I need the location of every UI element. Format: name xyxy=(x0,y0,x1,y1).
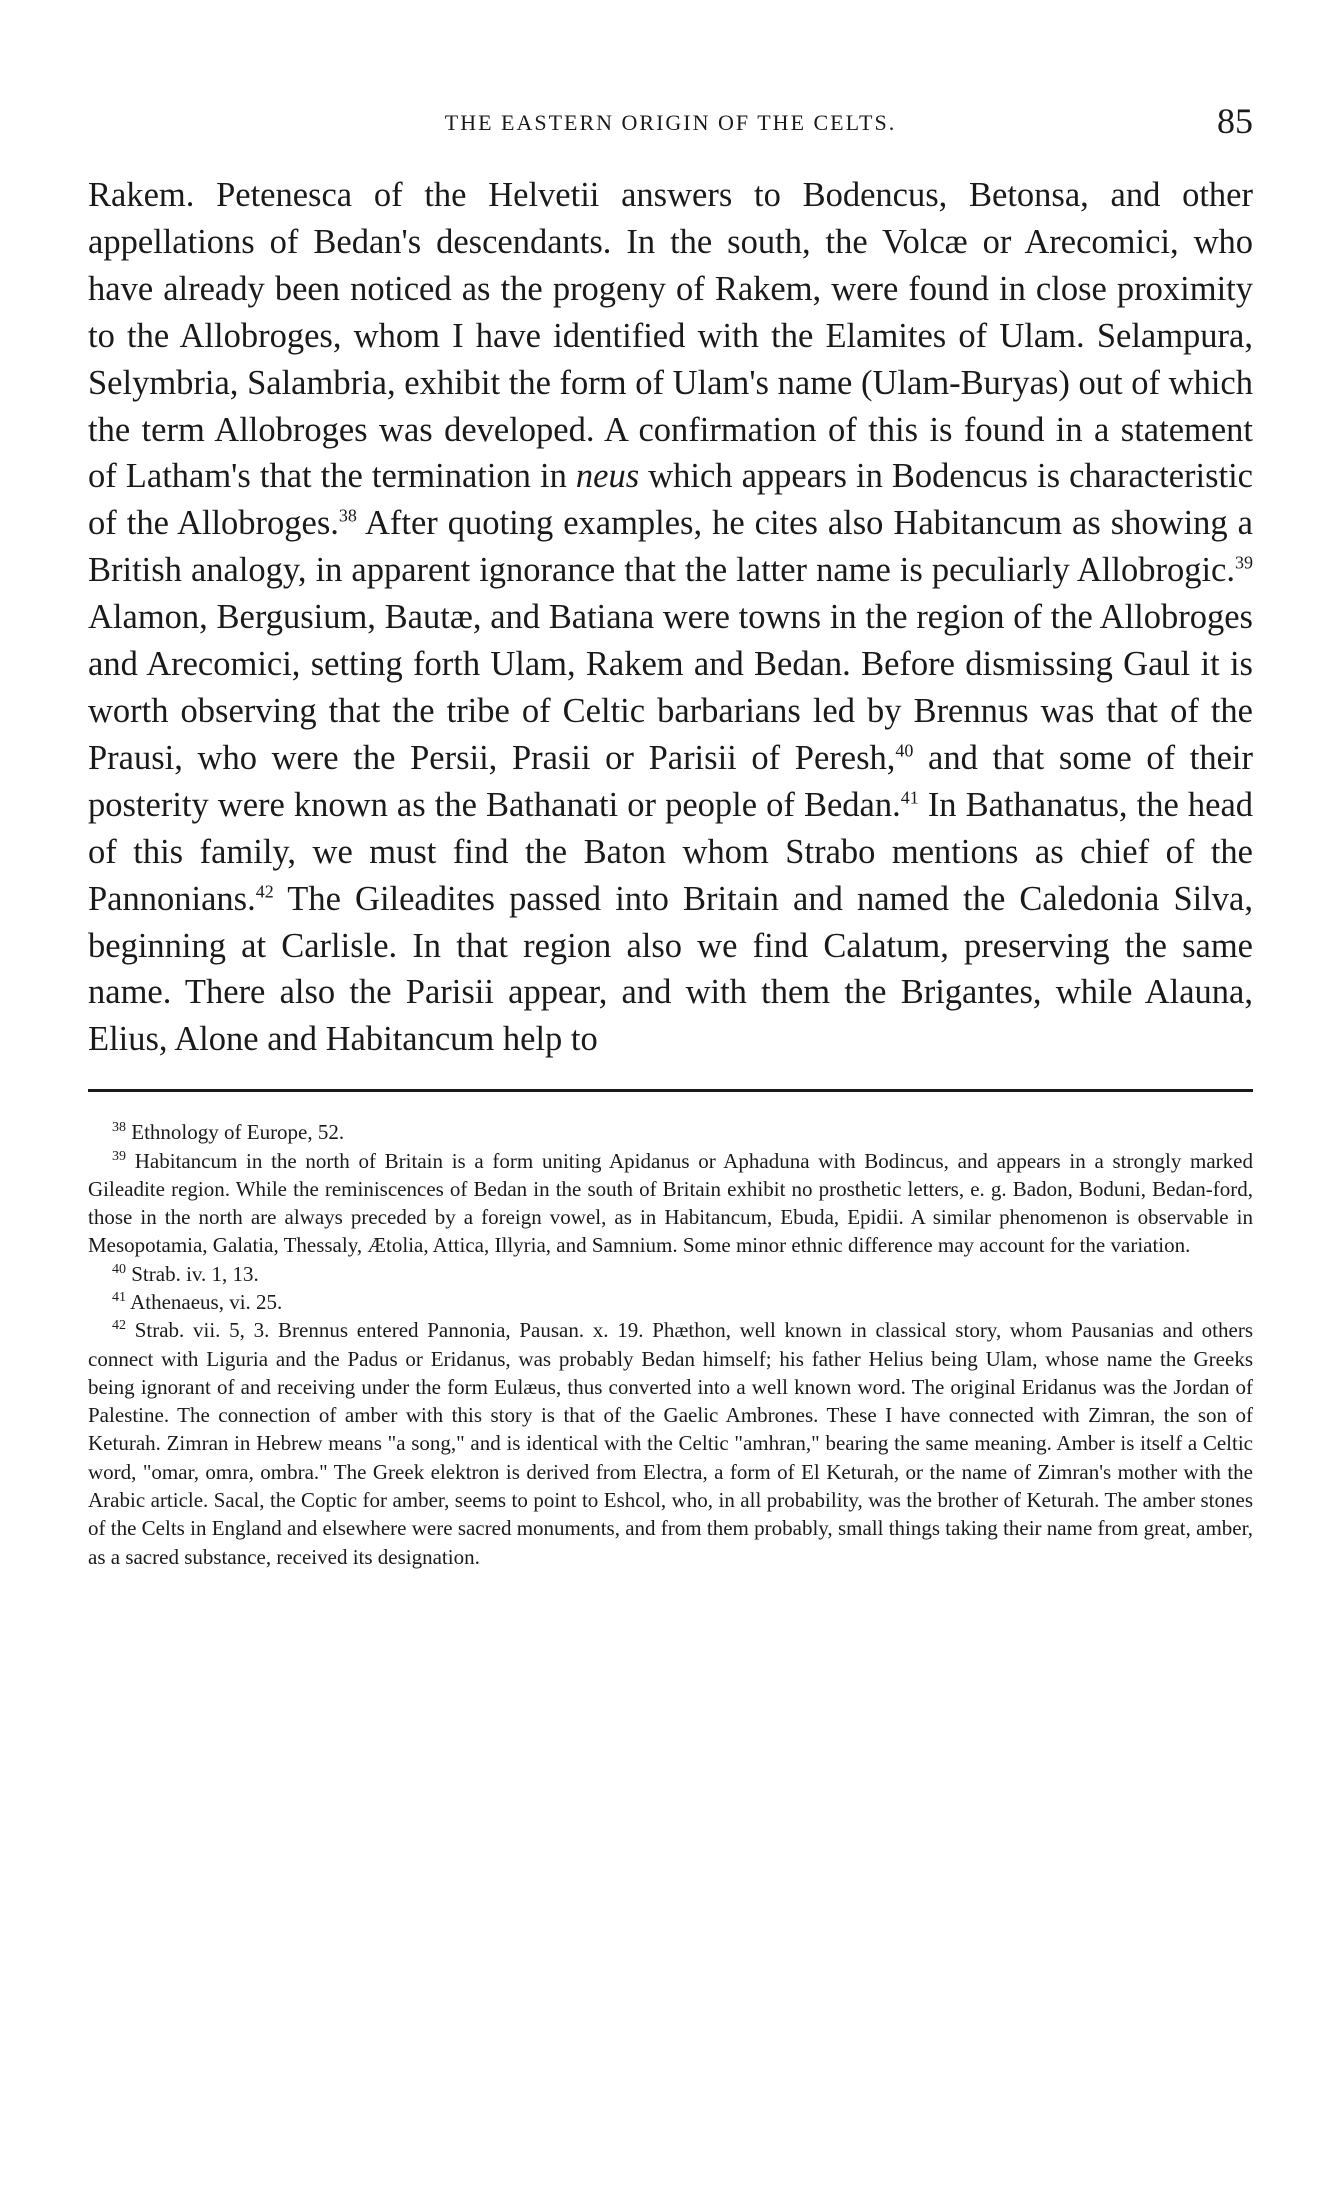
footnote xyxy=(88,1288,1253,1316)
footnote-mark: 39 xyxy=(112,1148,126,1164)
footnote xyxy=(88,1147,1253,1260)
footnote-text: Strab. vii. 5, 3. Brennus entered Pannonia, Pausan. x. 19. Phæthon, well known in classical story, whom Pausanias and others connect with Liguria and the Padus or Eridanus, was probably Bedan himself; his father Helius being Ulam, whose name the Greeks being ignorant of and receiving under the form Eulæus, thus converted into a well known word. The original Eridanus was the Jordan of Palestine. The connection of amber with this story is that of the Gaelic Ambrones. These I have connected with Zimran, the son of Keturah. Zimran in Hebrew means "a song," and is identical with the Celtic "amhran," bearing the same meaning. Amber is itself a Celtic word, "omar, omra, ombra." The Greek elektron is derived from Electra, a form of El Keturah, or the name of Zimran's mother with the Arabic article. Sacal, the Coptic for amber, seems to point to Eshcol, who, in all probability, was the brother of Keturah. The amber stones of the Celts in England and elsewhere were sacred monuments, and from them probably, small things taking their name from great, amber, as a sacred substance, received its designation. xyxy=(88,1318,1253,1569)
body-text-run: and that some of their posterity were known as the Bathanati or people of Bedan. xyxy=(88,738,1253,824)
running-title: THE EASTERN ORIGIN OF THE CELTS. xyxy=(444,110,897,135)
footnote-ref: 41 xyxy=(900,787,919,808)
body-text-run: Alamon, Bergusium, Bautæ, and Batiana were towns in the region of the Allobroges and Arecomici, setting forth Ulam, Rakem and Bedan. Before dismissing Gaul it is worth observing that the tribe of Celtic barbarians led by Brennus was that of the Prausi, who were the Persii, Prasii or Parisii of Peresh, xyxy=(88,598,1253,777)
footnote-mark: 38 xyxy=(112,1120,126,1136)
footnote-ref: 39 xyxy=(1235,552,1253,573)
footnote-text: Athenaeus, vi. 25. xyxy=(126,1290,283,1314)
footnote-text: Strab. iv. 1, 13. xyxy=(126,1261,259,1286)
body-paragraph xyxy=(88,172,1253,1063)
footnote xyxy=(88,1260,1253,1288)
footnote xyxy=(88,1316,1253,1571)
footnote-ref: 42 xyxy=(255,881,274,902)
body-text-run: which appears in Bodencus is characteristic of the Allobroges. xyxy=(88,457,1253,543)
footnote-mark: 42 xyxy=(112,1318,126,1334)
footnote-text: Ethnology of Europe, 52. xyxy=(126,1120,345,1145)
body-italic-run: neus xyxy=(575,457,640,496)
body-text-run: Rakem. Petenesca of the Helvetii answers to Bodencus, Betonsa, and other appellations of Bedan's descendants. In the south, the Volcæ or Arecomici, who have already been noticed as the progeny of Rakem, were found in close proximity to the Allobroges, whom I have identified with the Elamites of Ulam. Selampura, Selymbria, Salambria, exhibit the form of Ulam's name (Ulam-Buryas) out of which the term Allobroges was developed. A confirmation of this is found in a statement of Latham's that the termination in xyxy=(88,176,1253,496)
footnote-ref: 40 xyxy=(895,740,914,761)
running-head xyxy=(88,100,1253,150)
footnote-rule xyxy=(88,1089,1253,1092)
footnote-text: Habitancum in the north of Britain is a form uniting Apidanus or Aphaduna with Bodincus, and appears in a strongly marked Gileadite region. While the reminiscences of Bedan in the south of Britain exhibit no prosthetic letters, e. g. Badon, Boduni, Bedan-ford, those in the north are always preceded by a foreign vowel, as in Habitancum, Ebuda, Epidii. A similar phenomenon is observable in Mesopotamia, Galatia, Thessaly, Ætolia, Attica, Illyria, and Samnium. Some minor ethnic difference may account for the variation. xyxy=(88,1148,1253,1258)
footnote-mark: 41 xyxy=(112,1290,126,1305)
body-text-run: After quoting examples, he cites also Habitancum as showing a British analogy, in apparent ignorance that the latter name is peculiarly Allobrogic. xyxy=(88,504,1253,590)
footnote xyxy=(88,1118,1253,1146)
footnote-mark: 40 xyxy=(112,1261,126,1277)
page-number: 85 xyxy=(1217,101,1253,141)
book-page xyxy=(88,100,1253,1571)
body-text-run: The Gileadites passed into Britain and named the Caledonia Silva, beginning at Carlisle. In that region also we find Calatum, preserving the same name. There also the Parisii appear, and with them the Brigantes, while Alauna, Elius, Alone and Habitancum help to xyxy=(88,879,1253,1059)
body-text-run: In Bathanatus, the head of this family, we must find the Baton whom Strabo mentions as chief of the Pannonians. xyxy=(88,785,1254,918)
footnote-ref: 38 xyxy=(338,505,357,526)
footnotes xyxy=(88,1118,1253,1571)
